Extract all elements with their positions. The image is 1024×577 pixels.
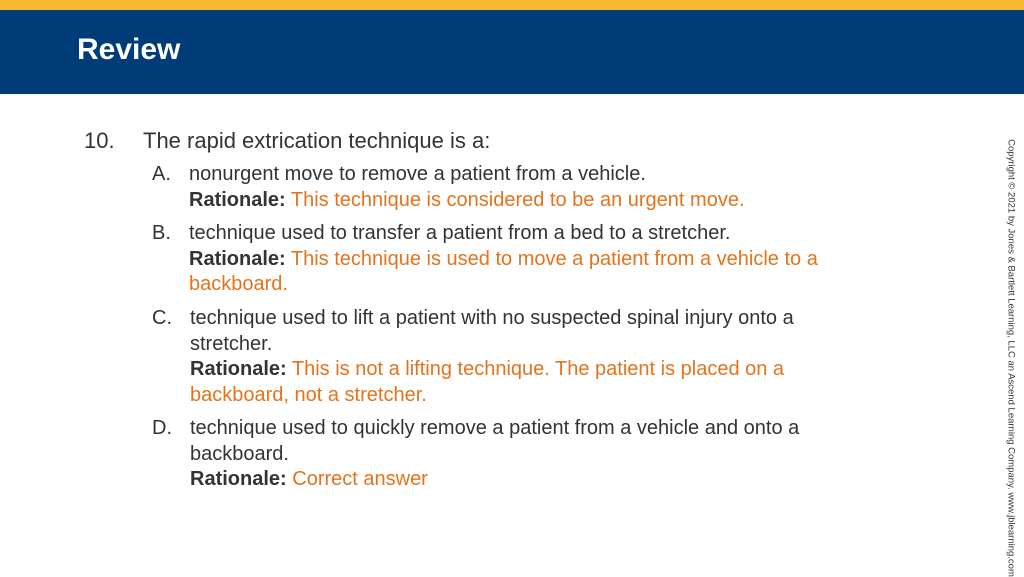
option-a (189, 162, 889, 213)
rationale-label: Rationale: (189, 247, 286, 270)
option-letter-c: C. (152, 307, 172, 329)
option-d-rationale (190, 467, 860, 493)
question-number: 10. (84, 128, 115, 153)
rationale-label: Rationale: (189, 188, 286, 211)
rationale-label: Rationale: (190, 468, 287, 490)
rationale-text: This technique is considered to be an urgent move. (290, 188, 745, 211)
rationale-text: This technique is used to move a patient from a vehicle to a backboard. (189, 247, 818, 295)
rationale-text: This is not a lifting technique. The patient is placed on a backboard, not a stretcher. (190, 358, 785, 406)
option-b-rationale (189, 247, 869, 298)
option-a-text: nonurgent move to remove a patient from a vehicle. (189, 163, 646, 185)
option-a-rationale (189, 188, 889, 214)
option-c-rationale (190, 357, 860, 408)
option-c-text: technique used to lift a patient with no suspected spinal injury onto a stretcher. (190, 307, 794, 355)
option-b (189, 221, 869, 298)
slide-title: Review (77, 33, 181, 66)
option-c (190, 306, 860, 408)
copyright-notice: Copyright © 2021 by Jones & Bartlett Learning, LLC an Ascend Learning Company. www.jblearning.com (1005, 139, 1017, 577)
question-text: The rapid extrication technique is a: (143, 128, 491, 153)
option-d (190, 416, 860, 493)
option-letter-a: A. (152, 163, 171, 185)
option-b-text: technique used to transfer a patient from a bed to a stretcher. (189, 222, 731, 244)
rationale-text: Correct answer (292, 468, 428, 490)
option-letter-b: B. (152, 222, 171, 244)
option-letter-d: D. (152, 417, 172, 439)
option-d-text: technique used to quickly remove a patient from a vehicle and onto a backboard. (190, 417, 800, 465)
rationale-label: Rationale: (190, 358, 287, 380)
